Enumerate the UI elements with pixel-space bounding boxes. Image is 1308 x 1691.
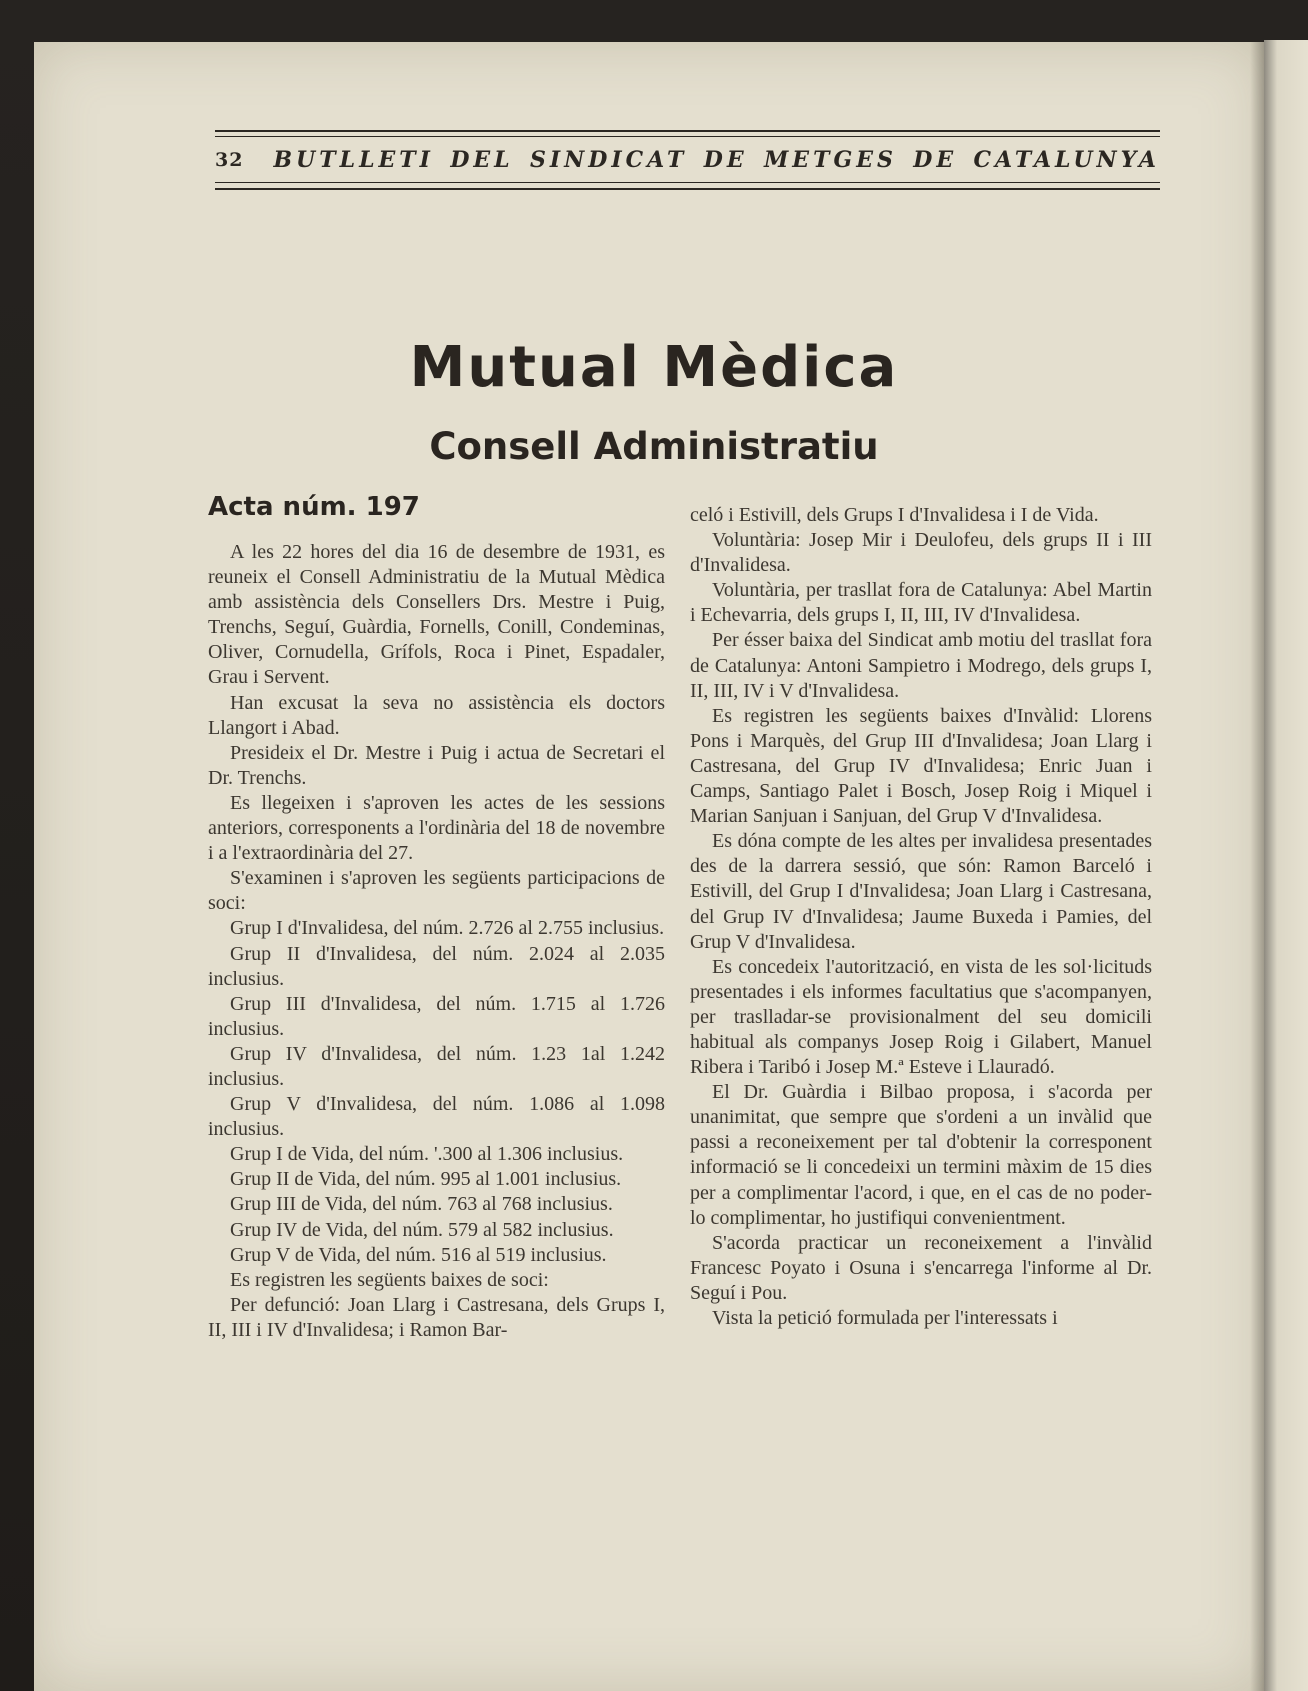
article-subtitle: Consell Administratiu <box>429 425 879 468</box>
paragraph: Es registren les següents baixes de soci: <box>230 1268 549 1291</box>
paragraph: Es llegeixen i s'aproven les actes de les sessions anteriors, corresponents a l'ordinària del 18 de novembre i a l'extraordinària del 27. <box>208 791 665 865</box>
journal-word: BUTLLETI <box>273 147 434 173</box>
paragraph: Vista la petició formulada per l'interessats i <box>712 1307 1058 1329</box>
journal-title <box>273 147 1160 173</box>
paragraph: S'examinen i s'aproven les següents participacions de soci: <box>208 867 665 915</box>
next-page-edge <box>1264 40 1308 1691</box>
page-number: 32 <box>215 149 244 171</box>
header-rule-bottom-thin <box>215 182 1160 183</box>
journal-word: DE <box>913 147 958 173</box>
header-line <box>215 145 1160 175</box>
paragraph: Grup V de Vida, del núm. 516 al 519 inclusius. <box>230 1243 607 1266</box>
paragraph: celó i Estivill, dels Grups I d'Invalidesa i I de Vida. <box>690 504 1099 526</box>
left-column <box>208 492 665 1343</box>
paragraph: Presideix el Dr. Mestre i Puig i actua de Secretari el Dr. Trenchs. <box>208 741 665 789</box>
right-column <box>690 503 1152 1331</box>
paragraph: Grup I de Vida, del núm. '.300 al 1.306 inclusius. <box>230 1143 624 1166</box>
journal-word: DE <box>703 147 748 173</box>
paragraph: Grup III de Vida, del núm. 763 al 768 inclusius. <box>230 1193 613 1216</box>
running-header <box>215 130 1160 196</box>
paragraph: Grup II de Vida, del núm. 995 al 1.001 inclusius. <box>230 1168 622 1191</box>
paragraph: Han excusat la seva no assistència els doctors Llangort i Abad. <box>208 691 665 739</box>
paragraph: Voluntària, per trasllat fora de Catalunya: Abel Martin i Echevarria, dels grups I, II, III, IV d'Invalidesa. <box>690 579 1152 627</box>
paragraph: A les 22 hores del dia 16 de desembre de 1931, es reuneix el Consell Administratiu de la Mutual Mèdica amb assistència dels Consellers Drs. Mestre i Puig, Trenchs, Seguí, Guàrdia, Fornells, Conill, Condeminas, Oliver, Cornudella, Grífols, Roca i Pinet, Espadaler, Grau i Servent. <box>208 541 665 689</box>
header-rule-bottom <box>215 188 1160 190</box>
paragraph: Grup III d'Invalidesa, del núm. 1.715 al 1.726 inclusius. <box>208 992 665 1040</box>
paragraph: El Dr. Guàrdia i Bilbao proposa, i s'acorda per unanimitat, que sempre que s'ordeni a un invàlid que passi a reconeixement per tal d'obtenir la corresponent informació se li concedeixi un termini màxim de 15 dies per a complimentar l'acord, i que, en el cas de no poder-lo complimentar, ho justifiqui convenientment. <box>690 1081 1152 1229</box>
paragraph: Grup I d'Invalidesa, del núm. 2.726 al 2.755 inclusius. <box>230 917 665 940</box>
paragraph: Es concedeix l'autorització, en vista de les sol·licituds presentades i els informes facultatius que s'acompanyen, per traslladar-se provisionalment del seu domicili habitual als companys Josep Roig i Gilabert, Manuel Ribera i Taribó i Josep M.ª Esteve i Llauradó. <box>690 955 1152 1079</box>
journal-word: CATALUNYA <box>973 147 1160 173</box>
paragraph: Grup IV de Vida, del núm. 579 al 582 inclusius. <box>230 1218 614 1241</box>
header-rule-top <box>215 130 1160 132</box>
paragraph: Grup II d'Invalidesa, del núm. 2.024 al 2.035 inclusius. <box>208 942 665 990</box>
journal-word: SINDICAT <box>530 147 688 173</box>
act-heading: Acta núm. 197 <box>208 492 420 522</box>
paragraph: Grup V d'Invalidesa, del núm. 1.086 al 1.098 inclusius. <box>208 1093 665 1141</box>
header-rule-top-thin <box>215 136 1160 137</box>
paragraph: Per ésser baixa del Sindicat amb motiu del trasllat fora de Catalunya: Antoni Sampietro i Modrego, dels grups I, II, III, IV i V d'Invalidesa. <box>690 629 1152 702</box>
paragraph: Es dóna compte de les altes per invalidesa presentades des de la darrera sessió, que són: Ramon Barceló i Estivill, del Grup I d'Invalidesa; Joan Llarg i Castresana, del Grup IV d'Invalidesa; Jaume Buxeda i Pamies, del Grup V d'Invalidesa. <box>690 830 1152 953</box>
article-title: Mutual Mèdica <box>409 335 899 400</box>
paragraph: Voluntària: Josep Mir i Deulofeu, dels grups II i III d'Invalidesa. <box>690 529 1152 577</box>
journal-word: METGES <box>763 147 897 173</box>
paragraph: Grup IV d'Invalidesa, del núm. 1.23 1al 1.242 inclusius. <box>208 1042 665 1090</box>
paragraph: Es registren les següents baixes d'Invàlid: Llorens Pons i Marquès, del Grup III d'Invalidesa; Joan Llarg i Castresana, del Grup IV d'Invalidesa; Enric Juan i Camps, Santiago Palet i Bosch, Josep Roig i Miquel i Marian Sanjuan i Sanjuan, del Grup V d'Invalidesa. <box>690 704 1152 828</box>
journal-word: DEL <box>450 147 514 173</box>
paragraph: Per defunció: Joan Llarg i Castresana, dels Grups I, II, III i IV d'Invalidesa; i Ramon Bar- <box>208 1293 665 1341</box>
page-crease-shadow <box>1250 42 1264 1691</box>
paragraph: S'acorda practicar un reconeixement a l'invàlid Francesc Poyato i Osuna i s'encarrega l'informe al Dr. Seguí i Pou. <box>690 1231 1152 1304</box>
